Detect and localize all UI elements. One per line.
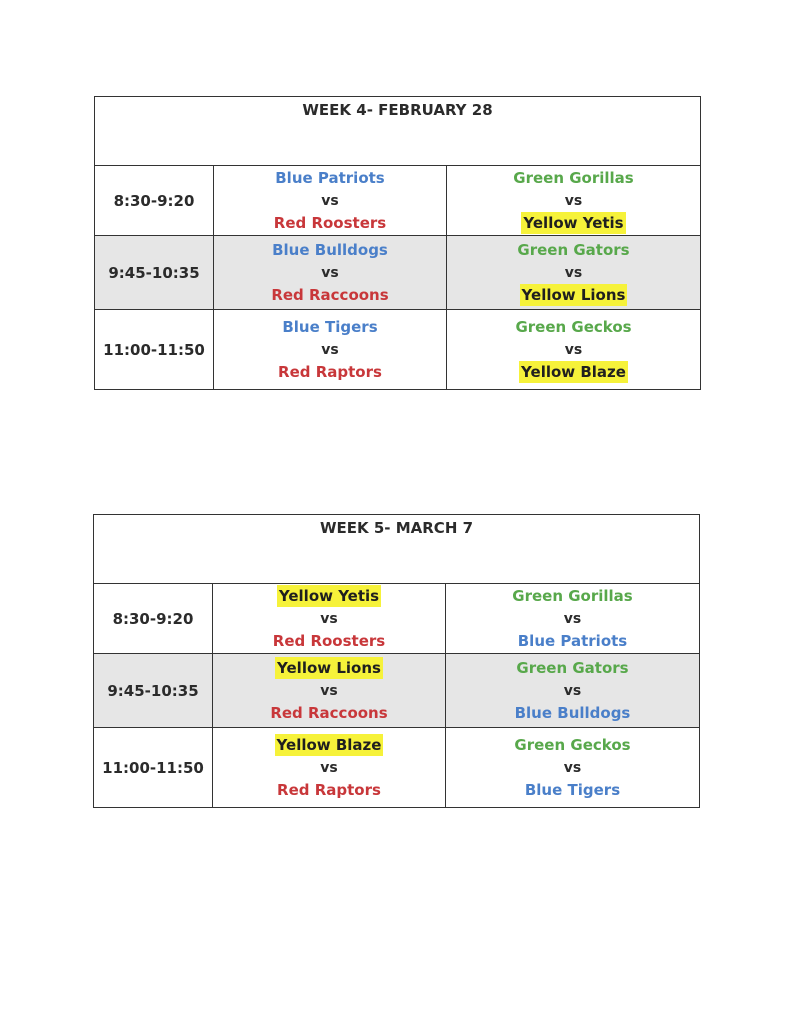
vs-label: vs: [564, 342, 583, 358]
vs-label: vs: [320, 611, 338, 627]
team-name: Green Gators: [516, 659, 629, 677]
team-name: Yellow Blaze: [276, 736, 382, 754]
week-title: WEEK 4- FEBRUARY 28: [95, 97, 701, 166]
matchup-a: [214, 166, 447, 236]
matchup-b: [447, 166, 701, 236]
matchup-a: [213, 654, 446, 728]
matchup-b: [446, 728, 700, 808]
time-slot: 9:45-10:35: [94, 654, 213, 728]
vs-label: vs: [321, 193, 339, 209]
vs-label: vs: [563, 760, 582, 776]
matchup-a: [213, 728, 446, 808]
team-name: Green Geckos: [515, 318, 632, 336]
team-name: Green Gorillas: [512, 587, 633, 605]
team-name: Yellow Yetis: [278, 587, 380, 605]
time-slot: 11:00-11:50: [94, 728, 213, 808]
matchup-b: [447, 236, 701, 310]
vs-label: vs: [564, 193, 583, 209]
team-name: Green Geckos: [514, 736, 631, 754]
time-slot: 9:45-10:35: [95, 236, 214, 310]
table-row: [94, 728, 700, 808]
time-slot: 8:30-9:20: [95, 166, 214, 236]
vs-label: vs: [321, 265, 339, 281]
week-5-schedule-table: [93, 514, 700, 808]
team-name: Yellow Lions: [521, 286, 626, 304]
team-name: Red Raccoons: [270, 704, 388, 722]
team-name: Green Gators: [517, 241, 630, 259]
vs-label: vs: [563, 611, 582, 627]
week-title: WEEK 5- MARCH 7: [94, 515, 700, 584]
team-name: Red Roosters: [272, 632, 386, 650]
table-row: [94, 654, 700, 728]
time-slot: 11:00-11:50: [95, 310, 214, 390]
team-name: Blue Patriots: [517, 632, 628, 650]
team-name: Blue Tigers: [282, 318, 378, 336]
team-name: Red Raptors: [277, 781, 381, 799]
week-4-schedule-table: [94, 96, 701, 390]
team-name: Yellow Blaze: [521, 363, 626, 381]
team-name: Red Raccoons: [271, 286, 389, 304]
team-name: Yellow Yetis: [523, 214, 624, 232]
matchup-b: [446, 654, 700, 728]
matchup-b: [446, 584, 700, 654]
team-name: Blue Bulldogs: [514, 704, 631, 722]
table-row: [95, 236, 701, 310]
matchup-a: [214, 236, 447, 310]
matchup-a: [214, 310, 447, 390]
table-row: [95, 310, 701, 390]
team-name: Red Raptors: [278, 363, 382, 381]
vs-label: vs: [564, 265, 583, 281]
vs-label: vs: [320, 683, 338, 699]
matchup-b: [447, 310, 701, 390]
team-name: Yellow Lions: [277, 659, 381, 677]
team-name: Blue Bulldogs: [272, 241, 388, 259]
vs-label: vs: [320, 760, 338, 776]
matchup-a: [213, 584, 446, 654]
team-name: Green Gorillas: [513, 169, 634, 187]
team-name: Blue Tigers: [524, 781, 621, 799]
vs-label: vs: [563, 683, 582, 699]
team-name: Red Roosters: [273, 214, 387, 232]
table-row: [95, 166, 701, 236]
team-name: Blue Patriots: [275, 169, 385, 187]
time-slot: 8:30-9:20: [94, 584, 213, 654]
vs-label: vs: [321, 342, 339, 358]
table-row: [94, 584, 700, 654]
